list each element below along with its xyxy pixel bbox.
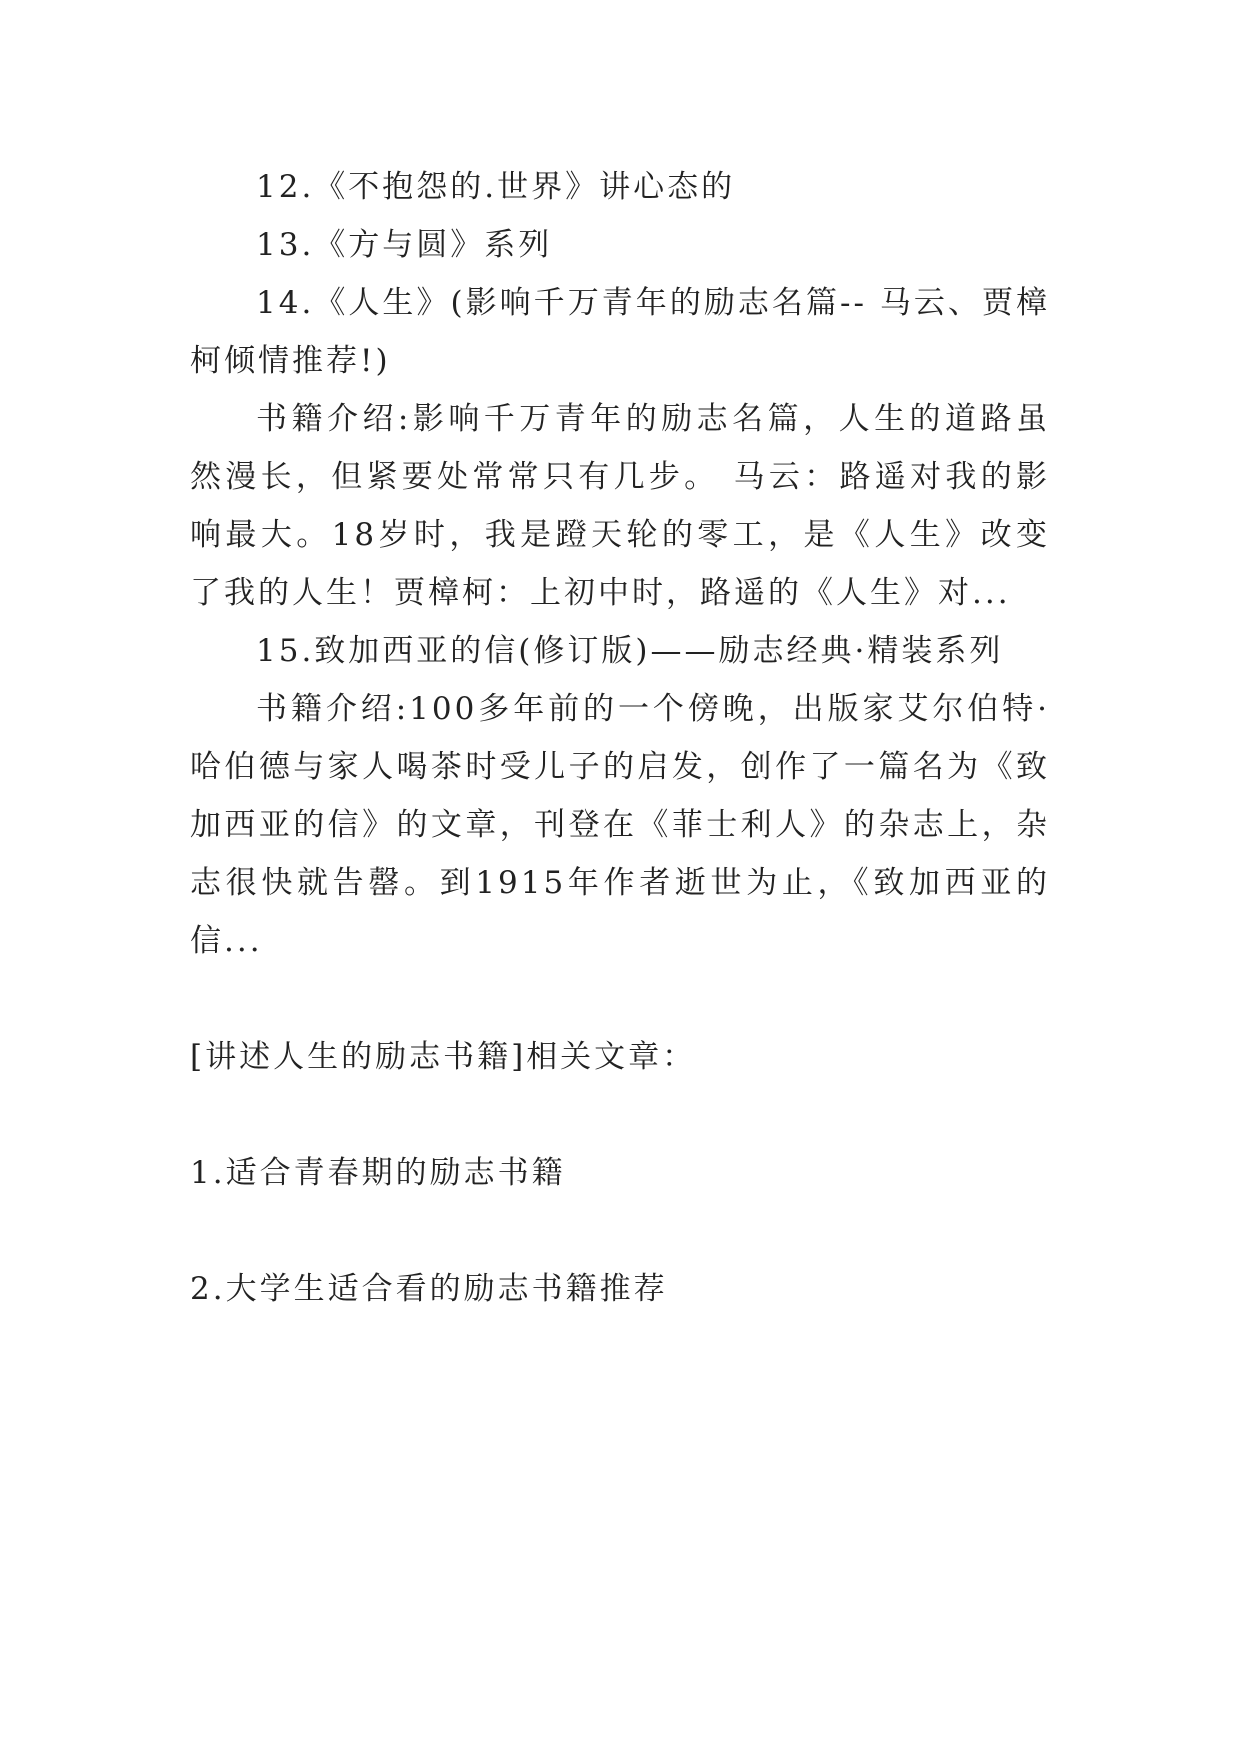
list-item-15: 15.致加西亚的信(修订版)——励志经典·精装系列 <box>256 633 1004 669</box>
related-article-2[interactable] <box>190 1260 1050 1318</box>
list-item-13: 13.《方与圆》系列 <box>256 227 553 263</box>
book-intro-15: 书籍介绍:100多年前的一个傍晚，出版家艾尔伯特·哈伯德与家人喝茶时受儿子的启发，创作了一篇名为《致加西亚的信》的文章，刊登在《菲士利人》的杂志上，杂志很快就告罄。到1915年作者逝世为止，《致加西亚的信... <box>190 691 1050 959</box>
list-item-14: 14.《人生》(影响千万青年的励志名篇-- 马云、贾樟柯倾情推荐!) <box>190 285 1050 379</box>
related-article-link-2[interactable]: 2.大学生适合看的励志书籍推荐 <box>190 1271 668 1307</box>
related-article-1[interactable] <box>190 1144 1050 1202</box>
related-article-link-1[interactable]: 1.适合青春期的励志书籍 <box>190 1155 566 1191</box>
book-intro-14: 书籍介绍:影响千万青年的励志名篇，人生的道路虽然漫长，但紧要处常常只有几步。 马云：路遥对我的影响最大。18岁时，我是蹬天轮的零工，是《人生》改变了我的人生！贾樟柯：上初中时，路遥的《人生》对... <box>190 401 1050 611</box>
list-item-12: 12.《不抱怨的.世界》讲心态的 <box>256 169 736 205</box>
document-body <box>190 158 1050 1318</box>
related-articles-heading: [讲述人生的励志书籍]相关文章： <box>190 1039 697 1075</box>
